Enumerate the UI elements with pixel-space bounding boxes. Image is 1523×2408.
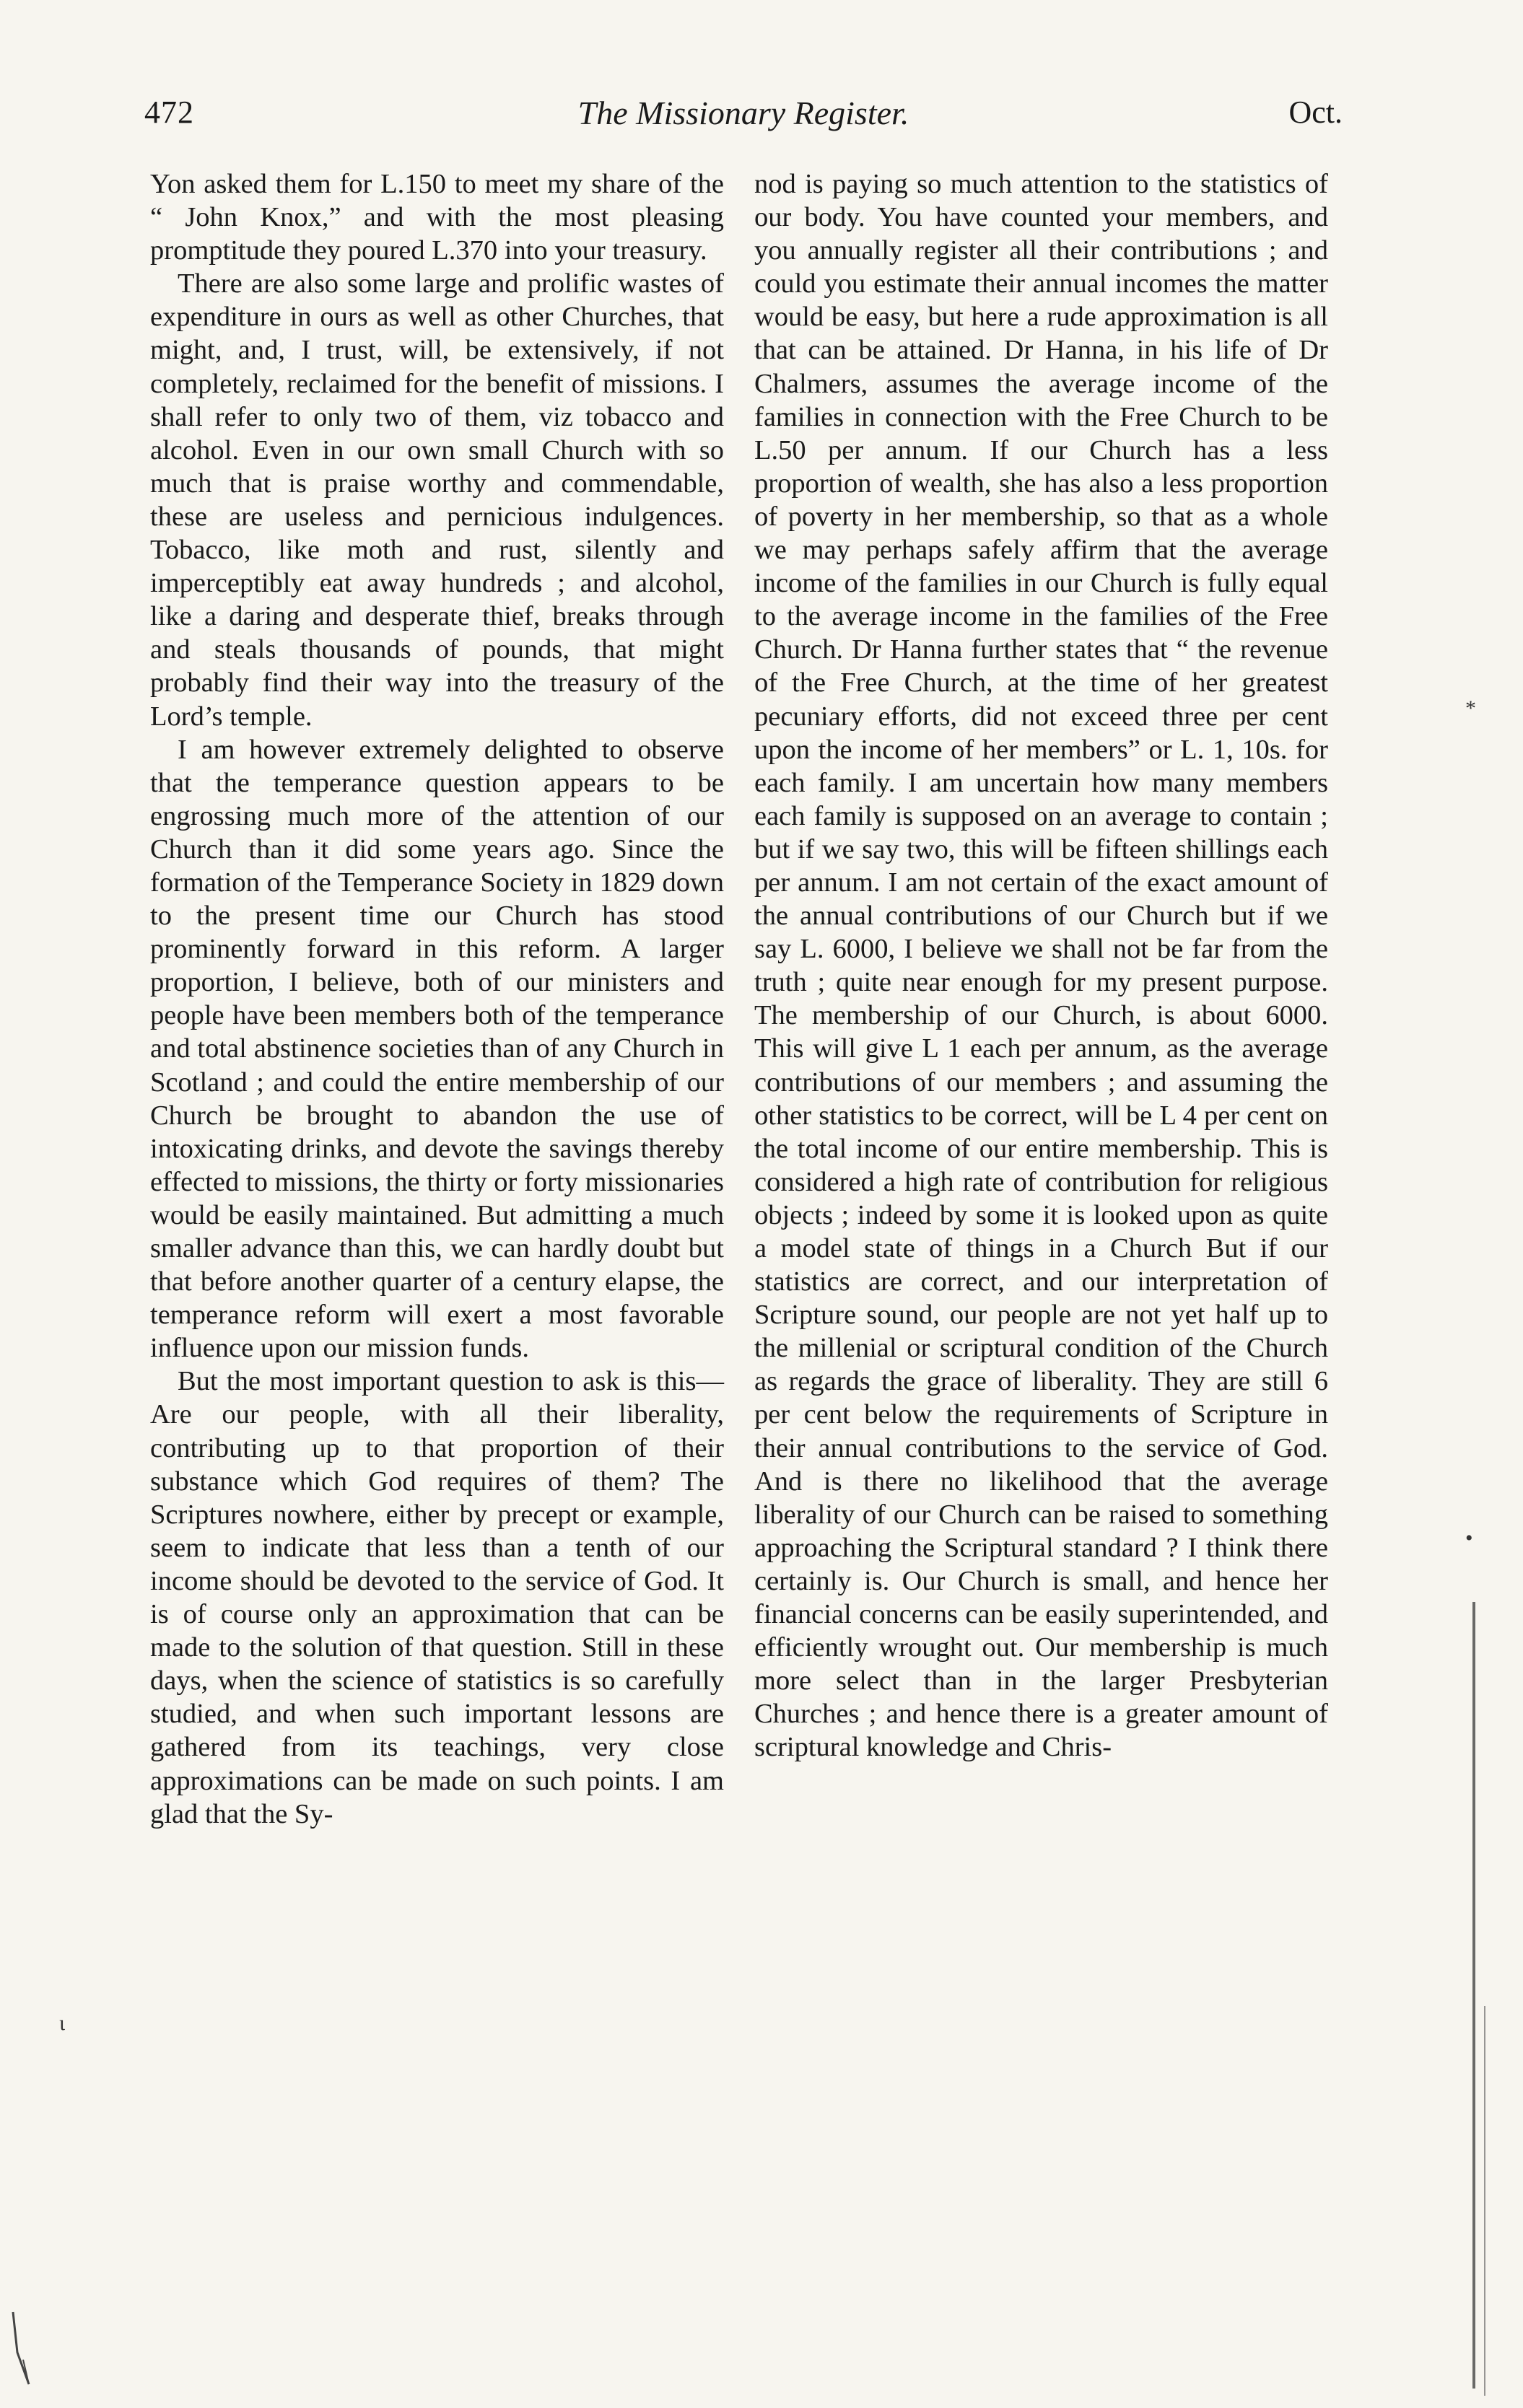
margin-mark-right-lower: • [1465, 1526, 1473, 1550]
page-header [144, 94, 1343, 144]
left-paragraph: Yon asked them for L.150 to meet my share of the “ John Knox,” and with the most pleasing promptitude they poured L.370 into your treasury. [150, 169, 724, 266]
issue-month: Oct. [1288, 95, 1343, 130]
left-paragraph: I am however extremely delighted to observe that the temperance question appears to be engrossing much more of the attention of our Church than it did some years ago. Since the formation of the Temperance Society in 1829 down to the present time our Church has stood prominently forward in this reform. A larger proportion, I believe, both of our ministers and people have been members both of the temperance and total abstinence societies than of any Church in Scotland ; and could the entire membership of our Church be brought to abandon the use of intoxicating drinks, and devote the savings thereby effected to missions, the thirty or forty missionaries would be easily maintained. But admitting a much smaller advance than this, we can hardly doubt but that before another quarter of a century elapse, the temperance reform will exert a most favorable influence upon our mission funds. [150, 734, 724, 1364]
running-title: The Missionary Register. [577, 95, 909, 131]
left-column [150, 167, 724, 1831]
page-edge-line [1484, 2006, 1485, 2396]
margin-mark-right-upper: * [1465, 696, 1476, 720]
page-number: 472 [144, 95, 194, 130]
page-edge-shadow [1472, 1602, 1475, 2389]
left-paragraph: There are also some large and prolific wastes of expenditure in ours as well as other Churches, that might, and, I trust, will, be extensively, if not completely, reclaimed for the benefit of missions. I shall refer to only two of them, viz tobacco and alcohol. Even in our own small Church with so much that is praise worthy and commendable, these are useless and pernicious indulgences. Tobacco, like moth and rust, silently and imperceptibly eat away hundreds ; and alcohol, like a daring and desperate thief, breaks through and steals thousands of pounds, that might probably find their way into the treasury of the Lord’s temple. [150, 268, 724, 732]
right-paragraph: nod is paying so much attention to the statistics of our body. You have counted your members, and you annually register all their contributions ; and could you estimate their annual incomes the matter would be easy, but here a rude approximation is all that can be attained. Dr Hanna, in his life of Dr Chalmers, assumes the average income of the families in connection with the Free Church to be L.50 per annum. If our Church has a less proportion of wealth, she has also a less proportion of poverty in her membership, so that as a whole we may perhaps safely affirm that the average income of the families in our Church is fully equal to the average income in the families of the Free Church. Dr Hanna further states that “ the revenue of the Free Church, at the time of her greatest pecuniary efforts, did not exceed three per cent upon the income of her members” or L. 1, 10s. for each family. I am uncertain how many members each family is supposed on an average to contain ; but if we say two, this will be fifteen shillings each per annum. I am not certain of the exact amount of the annual contributions of our Church but if we say L. 6000, I believe we shall not be far from the truth ; quite near enough for my present purpose. The membership of our Church, is about 6000. This will give L 1 each per annum, as the average contributions of our members ; and assuming the other statistics to be correct, will be L 4 per cent on the total income of our entire membership. This is considered a high rate of contribution for religious objects ; indeed by some it is looked upon as quite a model state of things in a Church But if our statistics are correct, and our interpretation of Scripture sound, our people are not yet half up to the millenial or scriptural condition of the Church as regards the grace of liberality. They are still 6 per cent below the requirements of Scripture in their annual contributions to the service of God. And is there no likelihood that the average liberality of our Church can be raised to something approaching the Scriptural standard ? I think there certainly is. Our Church is small, and hence her financial concerns can be easily superintended, and efficiently wrought out. Our membership is much more select than in the larger Presbyterian Churches ; and hence there is a greater amount of scriptural knowledge and Chris- [754, 169, 1328, 1763]
margin-mark-left: ι [59, 2011, 66, 2035]
left-paragraph: But the most important question to ask is this—Are our people, with all their liberality, contributing up to that proportion of their substance which God requires of them? The Scriptures nowhere, either by precept or example, seem to indicate that less than a tenth of our income should be devoted to the service of God. It is of course only an approximation that can be made to the solution of that question. Still in these days, when the science of statistics is so carefully studied, and when such important lessons are gathered from its teachings, very close approximations can be made on such points. I am glad that the Sy- [150, 1366, 724, 1829]
corner-scratch-mark [7, 2309, 51, 2389]
right-column [754, 167, 1328, 1764]
